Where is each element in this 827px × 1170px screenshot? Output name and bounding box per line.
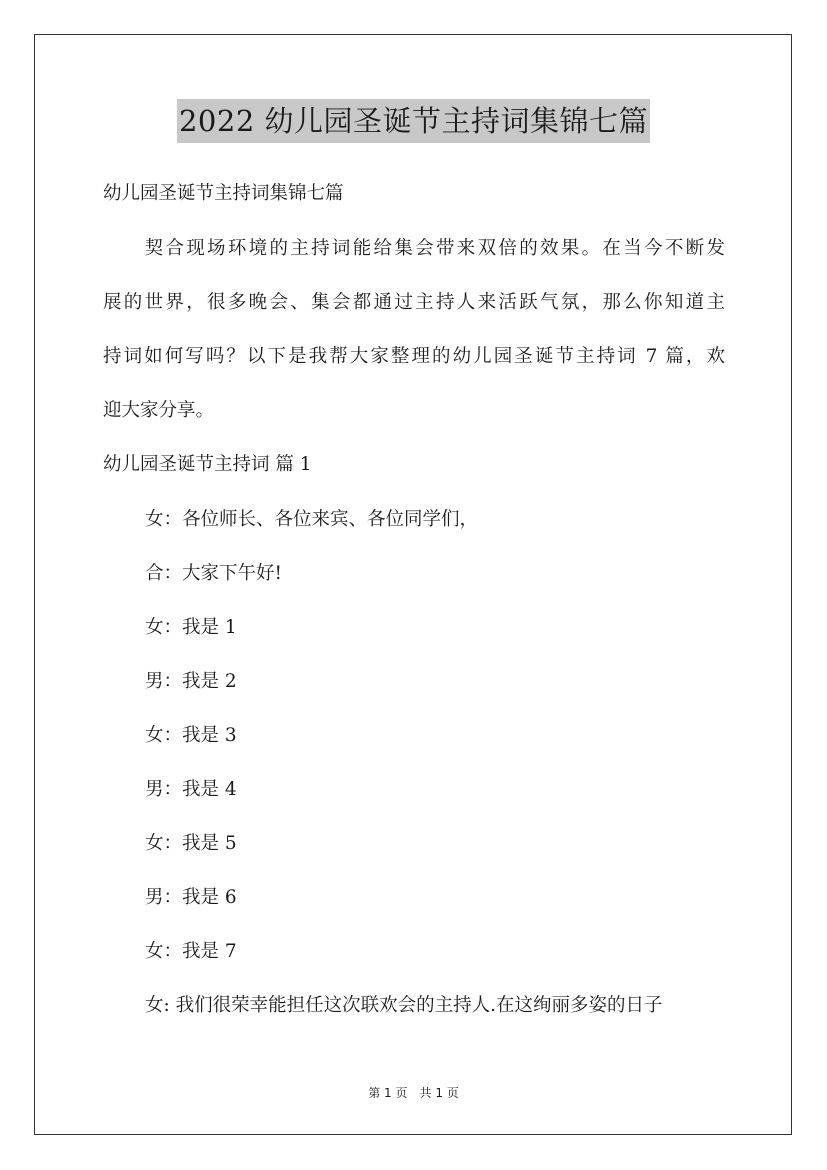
title-container — [0, 99, 827, 143]
section-heading: 幼儿园圣诞节主持词 篇 1 — [103, 454, 312, 475]
dialogue-line: 女：我是 3 — [145, 725, 237, 746]
dialogue-line: 男：我是 6 — [145, 887, 237, 908]
document-title: 2022 幼儿园圣诞节主持词集锦七篇 — [177, 99, 650, 143]
dialogue-line: 女：我是 5 — [145, 833, 237, 854]
dialogue-line: 男：我是 2 — [145, 671, 237, 692]
page-footer: 第 1 页 共 1 页 — [368, 1086, 459, 1100]
intro-line-3: 持词如何写吗？以下是我帮大家整理的幼儿园圣诞节主持词 7 篇，欢 — [103, 346, 725, 367]
dialogue-line: 男：我是 4 — [145, 779, 237, 800]
intro-line-4: 迎大家分享。 — [103, 400, 215, 421]
document-subtitle: 幼儿园圣诞节主持词集锦七篇 — [103, 183, 344, 204]
dialogue-line: 女：各位师长、各位来宾、各位同学们， — [145, 509, 479, 530]
dialogue-line: 女: 我们很荣幸能担任这次联欢会的主持人.在这绚丽多姿的日子 — [145, 995, 663, 1016]
dialogue-line: 合：大家下午好! — [145, 563, 282, 584]
dialogue-line: 女：我是 7 — [145, 941, 237, 962]
dialogue-line: 女：我是 1 — [145, 617, 237, 638]
intro-line-1: 契合现场环境的主持词能给集会带来双倍的效果。在当今不断发 — [103, 238, 725, 259]
intro-line-2: 展的世界，很多晚会、集会都通过主持人来活跃气氛，那么你知道主 — [103, 292, 725, 313]
